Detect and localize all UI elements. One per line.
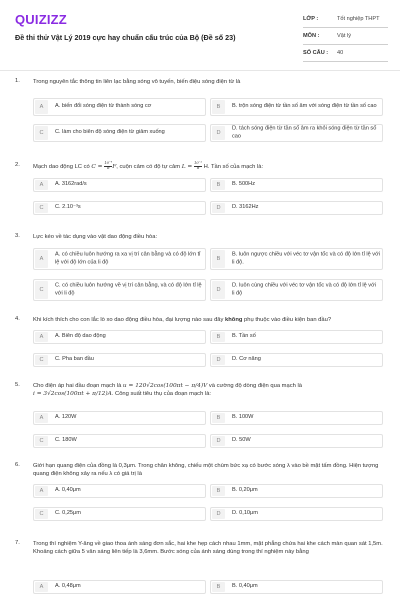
capacitance-unit: F <box>112 163 117 170</box>
option-letter: B <box>212 332 225 342</box>
question-text: Lực kéo về tác dụng vào vật dao động điều hòa: <box>33 234 158 240</box>
question-5 <box>0 382 400 454</box>
option-text: D. tách sóng điện từ tần số âm ra khỏi sóng điện từ tần số cao <box>232 125 377 139</box>
option-a[interactable] <box>33 580 206 594</box>
option-text: C. có chiều luôn hướng về vị trí cân bằng, và có độ lớn tỉ lệ với li độ <box>55 282 202 296</box>
question-text-part: Cho điện áp hai đầu đoạn mạch là <box>33 383 123 389</box>
option-letter: A <box>35 100 48 114</box>
question-text <box>33 316 383 324</box>
option-text: A. 120W <box>55 414 77 421</box>
question-number: 3. <box>15 233 20 239</box>
option-d[interactable] <box>210 353 383 367</box>
meta-count-row <box>303 47 388 62</box>
header-divider <box>0 70 400 71</box>
question-text: Trong thí nghiệm Y-âng về giao thoa ánh sáng đơn sắc, hai khe hẹp cách nhau 1mm, mặt phẳng chứa hai khe cách màn quan sát 1,5m. Khoảng cách giữa 5 vân sáng liên tiếp là 3,6mm. Bước sóng của ánh sáng dùng trong thí nghiệm này bằng <box>33 541 383 555</box>
fraction-numerator: 10⁻⁴ <box>104 161 113 165</box>
option-letter: B <box>212 486 225 496</box>
question-emphasis: không <box>225 317 243 323</box>
option-letter: D <box>212 436 225 446</box>
question-2 <box>0 162 400 226</box>
option-d[interactable] <box>210 434 383 448</box>
quizizz-logo: QUIZIZZ <box>15 12 67 27</box>
option-c[interactable] <box>33 201 206 215</box>
question-text-part: Khi kích thích cho con lắc lò xo dao động điều hòa, đại lượng nào sau đây <box>33 317 226 323</box>
option-letter: B <box>212 413 225 423</box>
option-text: D. 3162Hz <box>232 204 259 211</box>
option-c[interactable] <box>33 279 206 301</box>
option-b[interactable] <box>210 411 383 425</box>
inductance-symbol: L = <box>181 163 195 170</box>
option-letter: B <box>212 582 225 592</box>
option-a[interactable] <box>33 98 206 116</box>
option-b[interactable] <box>210 98 383 116</box>
option-text: C. Pha ban đầu <box>55 356 94 363</box>
worksheet-header <box>0 0 400 66</box>
option-text: D. 0,10μm <box>232 510 258 517</box>
inductance-fraction <box>194 162 202 171</box>
meta-count-value: 40 <box>337 50 344 56</box>
question-number: 4. <box>15 316 20 322</box>
option-letter: A <box>35 250 48 268</box>
meta-class-value: Tốt nghiệp THPT <box>337 16 380 22</box>
option-d[interactable] <box>210 201 383 215</box>
exam-title: Đề thi thử Vật Lý 2019 cực hay chuẩn cấu trúc của Bộ (Đề số 23) <box>15 33 236 42</box>
option-letter: D <box>212 355 225 365</box>
option-text: D. luôn cùng chiều với véc tơ vận tốc và có độ lớn tỉ lệ với li độ <box>232 282 377 296</box>
exam-meta <box>303 13 388 64</box>
option-c[interactable] <box>33 353 206 367</box>
option-text: A. có chiều luôn hướng ra xa vị trí cân bằng và có độ lớn tỉ lệ với độ lớn của li độ <box>55 251 201 265</box>
option-letter: D <box>212 203 225 213</box>
option-letter: D <box>212 126 225 140</box>
option-letter: A <box>35 413 48 423</box>
option-d[interactable] <box>210 507 383 521</box>
meta-class-row <box>303 13 388 28</box>
option-b[interactable] <box>210 580 383 594</box>
option-text: B. Tần số <box>232 333 256 340</box>
question-3 <box>0 233 400 309</box>
option-letter: B <box>212 180 225 190</box>
capacitance-symbol: C = <box>91 163 105 170</box>
current-expression: i = 3√2cos(100πt + π/12)A <box>33 391 112 397</box>
option-text: A. 3162rad/s <box>55 181 87 188</box>
option-b[interactable] <box>210 178 383 192</box>
question-number: 1. <box>15 78 20 84</box>
option-c[interactable] <box>33 434 206 448</box>
option-letter: A <box>35 180 48 190</box>
fraction-denominator: π <box>196 165 200 170</box>
option-letter: C <box>35 355 48 365</box>
option-letter: B <box>212 100 225 114</box>
question-text-part: phụ thuộc vào điều kiện ban đầu? <box>242 317 332 323</box>
option-text: B. 100W <box>232 414 254 421</box>
question-text: Giới hạn quang điện của đồng là 0,3μm. Trong chân không, chiếu một chùm bức xạ có bước sóng λ vào bề mặt tấm đồng. Hiện tượng quang điện không xảy ra nếu λ có giá trị là <box>33 463 379 477</box>
option-letter: A <box>35 486 48 496</box>
option-text: A. biến đổi sóng điện từ thành sóng cơ <box>55 103 152 110</box>
option-text: D. 50W <box>232 437 251 444</box>
option-text: B. 0,40μm <box>232 583 258 590</box>
question-text-part: . Công suất tiêu thụ của đoạn mạch là: <box>111 391 212 397</box>
question-text-part: , cuộn cảm có độ tự cảm <box>116 163 182 170</box>
fraction-numerator: 10⁻² <box>194 161 203 165</box>
option-text: B. trộn sóng điện từ tần số âm với sóng điện từ tần số cao <box>232 103 377 110</box>
question-text-part: Mạch dao động LC có <box>33 163 92 170</box>
option-b[interactable] <box>210 330 383 344</box>
option-a[interactable] <box>33 248 206 270</box>
option-letter: C <box>35 436 48 446</box>
question-text <box>33 382 383 398</box>
option-a[interactable] <box>33 330 206 344</box>
question-number: 2. <box>15 162 20 168</box>
option-text: B. 500Hz <box>232 181 256 188</box>
question-1 <box>0 78 400 148</box>
option-letter: A <box>35 332 48 342</box>
meta-class-label: LỚP : <box>303 16 319 22</box>
option-text: C. làm cho biên độ sóng điện từ giảm xuống <box>55 129 165 136</box>
option-text: A. Biên độ dao động <box>55 333 106 340</box>
meta-subject-value: Vật lý <box>337 33 351 39</box>
question-text: Trong nguyên tắc thông tin liên lạc bằng sóng vô tuyến, biến điệu sóng điện từ là <box>33 79 241 85</box>
option-letter: A <box>35 582 48 592</box>
question-7 <box>0 540 400 598</box>
meta-count-label: SỐ CÂU : <box>303 50 329 56</box>
option-d[interactable] <box>210 279 383 301</box>
question-4 <box>0 316 400 380</box>
option-text: C. 180W <box>55 437 77 444</box>
option-d[interactable] <box>210 124 383 142</box>
option-c[interactable] <box>33 507 206 521</box>
question-number: 6. <box>15 462 20 468</box>
option-letter: C <box>35 509 48 519</box>
option-letter: C <box>35 203 48 213</box>
option-a[interactable] <box>33 484 206 498</box>
voltage-expression: u = 120√2cos(100πt − π/4)V <box>122 383 208 389</box>
question-number: 7. <box>15 540 20 546</box>
question-number: 5. <box>15 382 20 388</box>
fraction-denominator: π <box>107 165 110 170</box>
question-text <box>33 162 383 171</box>
option-a[interactable] <box>33 178 206 192</box>
option-letter: B <box>212 250 225 268</box>
option-text: B. luôn ngược chiều với véc tơ vận tốc và có độ lớn tỉ lệ với li độ. <box>232 251 381 265</box>
option-text: C. 0,25μm <box>55 510 81 517</box>
option-b[interactable] <box>210 484 383 498</box>
option-b[interactable] <box>210 248 383 270</box>
option-c[interactable] <box>33 124 206 142</box>
option-letter: C <box>35 126 48 140</box>
meta-subject-row <box>303 30 388 45</box>
option-letter: C <box>35 281 48 299</box>
option-text: A. 0,48μm <box>55 583 81 590</box>
option-text: A. 0,40μm <box>55 487 81 494</box>
question-6 <box>0 462 400 538</box>
option-letter: D <box>212 281 225 299</box>
option-a[interactable] <box>33 411 206 425</box>
option-text: D. Cơ năng <box>232 356 261 363</box>
meta-subject-label: MÔN : <box>303 33 320 39</box>
option-text: C. 2.10⁻³s <box>55 204 81 211</box>
question-text-part: H. Tần số của mạch là: <box>202 163 264 170</box>
question-text-part: và cường độ dòng điện qua mạch là <box>207 383 302 389</box>
option-letter: D <box>212 509 225 519</box>
option-text: B. 0,20μm <box>232 487 258 494</box>
